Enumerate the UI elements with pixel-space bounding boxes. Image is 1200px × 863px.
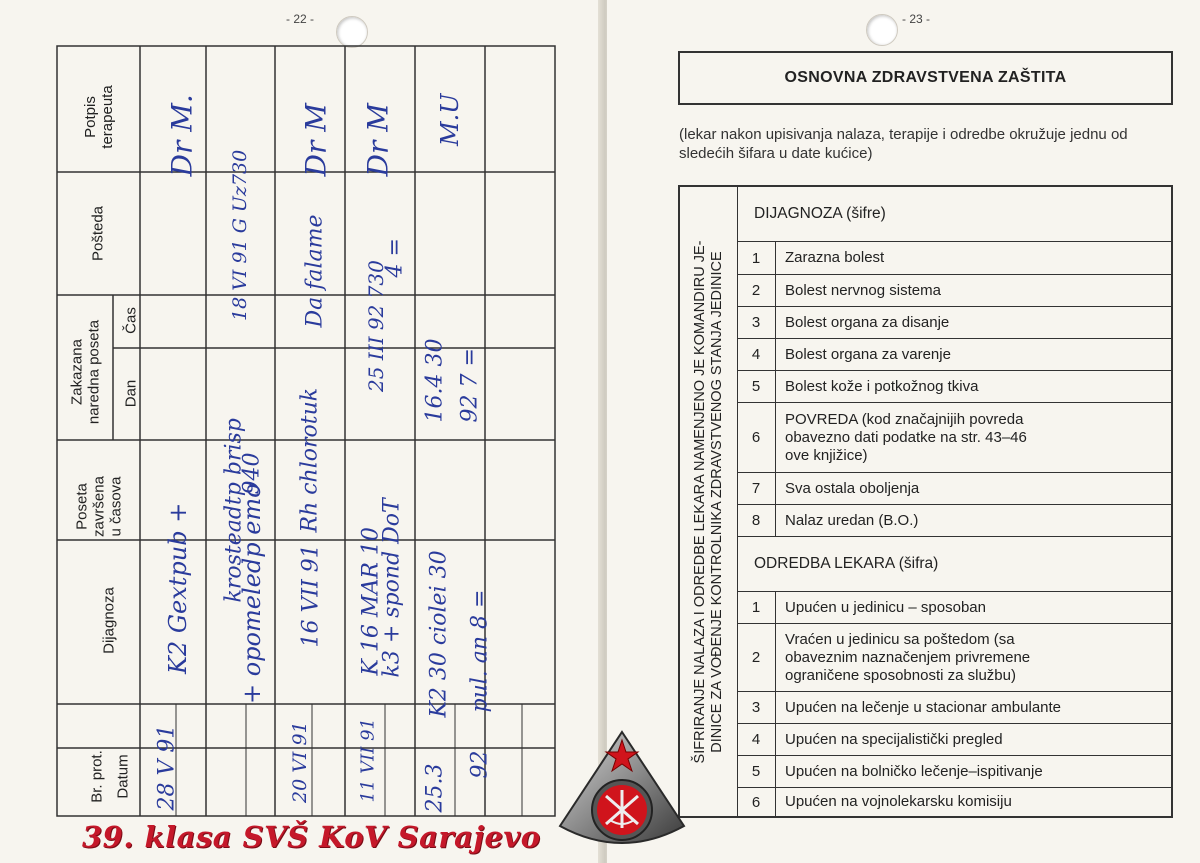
entry1-posteda: 18 VI 91 G Uz730 xyxy=(229,149,251,321)
order-label-line1: Vraćen u jedinicu sa poštedom (sa xyxy=(785,630,1015,648)
header-zakazana xyxy=(69,315,103,430)
codes-side-label xyxy=(680,187,738,816)
diagnosis-code: 4 xyxy=(737,339,776,370)
order-code: 4 xyxy=(737,724,776,755)
page-number-right: - 23 - xyxy=(902,12,931,26)
diagnosis-code: 5 xyxy=(737,371,776,402)
order-label: Upućen u jedinicu – sposoban xyxy=(785,598,986,616)
diagnosis-label-line2: obavezno dati podatke na str. 43–46 xyxy=(785,428,1027,446)
page-number-left: - 22 - xyxy=(286,12,315,26)
header-zakazana-line1: Zakazana xyxy=(68,339,86,405)
codes-side-text xyxy=(692,192,726,812)
order-row xyxy=(737,692,1171,724)
side-label-line2: DINICE ZA VOĐENJE KONTROLNIKA ZDRAVSTVENOG STANJA JEDINICE xyxy=(708,250,725,753)
entry1-diagnosis-d: 940 xyxy=(239,452,265,495)
entry3-diagnosis-b: k3 + spond DoT xyxy=(379,498,405,678)
diagnosis-row xyxy=(737,505,1171,537)
order-label-line3: ograničene sposobnosti za službu) xyxy=(785,666,1016,684)
punch-hole-right xyxy=(866,14,898,46)
order-row xyxy=(737,624,1171,692)
entry3-date: 11 VII 91 xyxy=(357,718,379,803)
diagnosis-label-line1: POVREDA (kod značajnijih povreda xyxy=(785,410,1024,428)
side-label-line1: ŠIFRIRANJE NALAZA I ODREDBE LEKARA NAMENJENO JE KOMANDIRU JE- xyxy=(691,240,708,763)
entry3-diagnosis-a: K 16 MAR 10 xyxy=(358,527,384,676)
entry4-dan-a: 16.4 30 xyxy=(422,338,448,423)
diagnosis-row xyxy=(737,339,1171,371)
header-potpis-line1: Potpis xyxy=(82,96,99,138)
order-label: Upućen na bolničko lečenje–ispitivanje xyxy=(785,762,1043,780)
diagnosis-label xyxy=(776,411,1027,465)
header-poseta-line3: u časova xyxy=(107,476,125,537)
entry2-diagnosis-a: 16 VII 91 xyxy=(298,544,324,648)
header-posteda: Pošteda xyxy=(89,205,107,262)
entry1-diagnosis-c: + opomeledp emo xyxy=(238,483,266,704)
entry2-date: 20 VI 91 xyxy=(289,721,311,803)
order-code: 3 xyxy=(737,692,776,723)
entry1-diagnosis-b: krosteadtp brisp xyxy=(221,418,247,603)
order-code: 2 xyxy=(737,624,776,691)
entry2-posteda: Da falame xyxy=(302,214,328,328)
entry3-posteda-a: 25 III 92 730 xyxy=(364,260,388,392)
header-dijagnoza: Dijagnoza xyxy=(100,587,118,654)
order-row xyxy=(737,756,1171,788)
diagnosis-label: Bolest nervnog sistema xyxy=(785,281,941,299)
diagnosis-row xyxy=(737,275,1171,307)
order-row xyxy=(737,592,1171,624)
diagnosis-row xyxy=(737,473,1171,505)
instructions-text: (lekar nakon upisivanja nalaza, terapije i odredbe okružuje jednu od sledećih šifara u date kućice) xyxy=(679,126,1128,162)
entry1-diagnosis-a: K2 Gextpub + xyxy=(164,502,192,674)
entry2-signature: Dr M xyxy=(299,103,333,177)
diagnosis-label: Zarazna bolest xyxy=(785,249,885,266)
diagnosis-code: 7 xyxy=(737,473,776,504)
order-label: Upućen na specijalistički pregled xyxy=(785,730,1003,748)
header-datum: Datum xyxy=(114,754,132,799)
entry4-date-b: 92 xyxy=(467,750,493,779)
header-potpis xyxy=(82,62,116,172)
diagnosis-label: Nalaz uredan (B.O.) xyxy=(785,511,919,529)
header-zakazana-line2: naredna poseta xyxy=(85,319,103,425)
header-poseta-line1: Poseta xyxy=(73,483,91,530)
diagnosis-label: Bolest organa za varenje xyxy=(785,345,951,363)
entry4-date-a: 25.3 xyxy=(422,763,448,813)
diagnosis-row xyxy=(737,371,1171,403)
order-label-line2: obaveznim naznačenjem privremene xyxy=(785,648,1031,666)
entry2-diagnosis-b: Rh chlorotuk xyxy=(297,387,323,533)
diagnosis-row xyxy=(737,242,1171,275)
header-potpis-line2: terapeuta xyxy=(99,85,116,149)
header-cas: Čas xyxy=(122,307,140,334)
order-code: 5 xyxy=(737,756,776,787)
header-poseta-line2: završena xyxy=(90,476,108,537)
orders-header: ODREDBA LEKARA (šifra) xyxy=(737,537,1171,592)
header-dan: Dan xyxy=(122,379,140,408)
diagnosis-code: 2 xyxy=(737,275,776,306)
order-label xyxy=(776,631,1030,685)
entry4-diagnosis-b: pul. an 8 = xyxy=(467,589,493,713)
diagnosis-label: Bolest kože i potkožnog tkiva xyxy=(785,377,979,395)
order-label: Upućen na lečenje u stacionar ambulante xyxy=(785,698,1062,716)
header-br-prot: Br. prot. xyxy=(88,750,106,803)
codes-table xyxy=(678,185,1173,818)
order-row xyxy=(737,788,1171,816)
diagnosis-label: Sva ostala oboljenja xyxy=(785,479,920,497)
diagnosis-code: 1 xyxy=(737,242,776,274)
diagnosis-code: 8 xyxy=(737,505,776,536)
diagnosis-code: 3 xyxy=(737,307,776,338)
order-row xyxy=(737,724,1171,756)
diagnosis-label-line3: ove knjižice) xyxy=(785,446,868,464)
entry4-dan-b: 92 7 = xyxy=(457,348,483,423)
order-code: 6 xyxy=(737,788,776,816)
entry1-date: 28 V 91 xyxy=(154,724,180,811)
section-title: OSNOVNA ZDRAVSTVENA ZAŠTITA xyxy=(678,51,1173,105)
entry3-posteda-b: 4 = xyxy=(382,238,408,278)
entry1-signature: Dr M. xyxy=(165,94,199,177)
military-badge-icon xyxy=(556,728,688,856)
entry4-diagnosis-a: K2 30 ciolei 30 xyxy=(426,550,452,718)
diagnosis-label: Bolest organa za disanje xyxy=(785,313,950,331)
header-poseta xyxy=(74,447,125,567)
diagnosis-header: DIJAGNOZA (šifre) xyxy=(737,187,1171,242)
diagnosis-row xyxy=(737,403,1171,473)
entry4-signature: M.U xyxy=(436,93,464,146)
entry3-signature: Dr M xyxy=(361,103,395,177)
order-label: Upućen na vojnolekarsku komisiju xyxy=(785,793,1012,810)
diagnosis-code: 6 xyxy=(737,403,776,472)
diagnosis-row xyxy=(737,307,1171,339)
class-watermark: 39. klasa SVŠ KoV Sarajevo xyxy=(82,820,541,854)
order-code: 1 xyxy=(737,592,776,623)
